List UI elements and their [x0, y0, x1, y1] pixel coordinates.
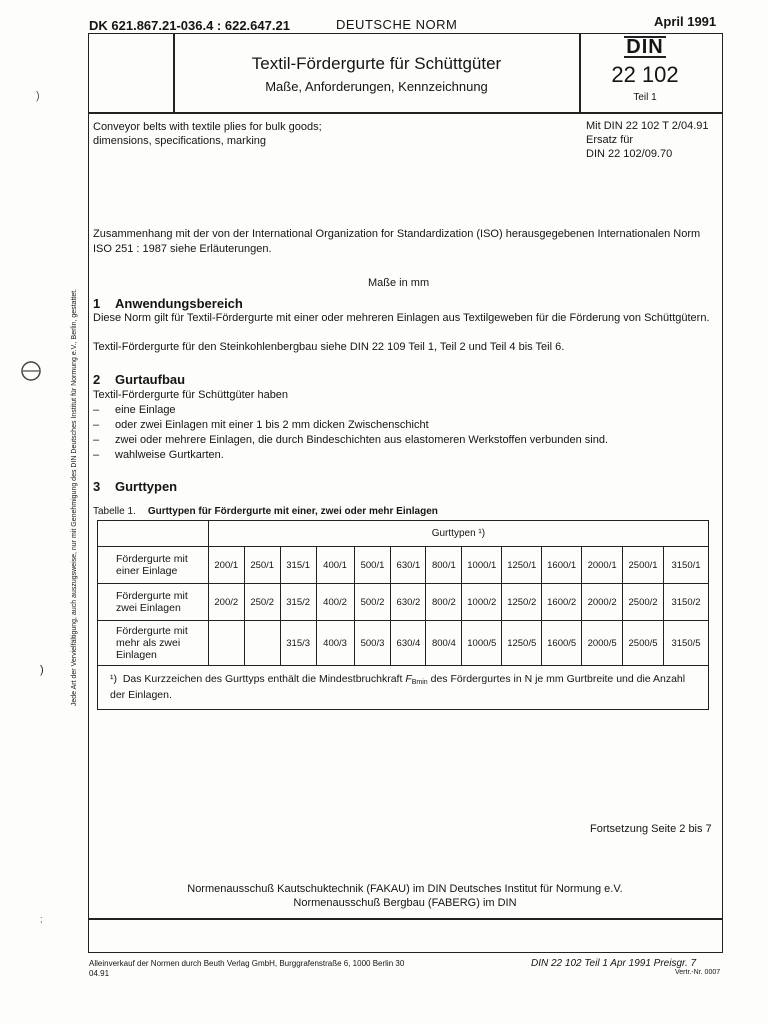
- document-reference: DIN 22 102 Teil 1 Apr 1991 Preisgr. 7: [531, 958, 697, 969]
- standard-number: 22 102: [611, 62, 679, 87]
- table-cell: 3150/5: [664, 621, 709, 666]
- section-heading-1: 1 Anwendungsbereich: [93, 296, 243, 311]
- table-group-header: Gurttypen ¹): [208, 521, 708, 547]
- section-heading-2: 2 Gurtaufbau: [93, 372, 186, 387]
- committee-line-1: Normenausschuß Kautschuktechnik (FAKAU) im DIN Deutsches Institut für Normung e.V.: [187, 883, 623, 895]
- table-cell: 200/2: [208, 584, 244, 621]
- scan-mark-icon: ): [36, 90, 40, 102]
- table-cell: 400/2: [316, 584, 354, 621]
- table-row: [98, 621, 709, 666]
- intro-paragraph: Zusammenhang mit der von der International Organization for Standardization (ISO) herausgegebenen Internationalen Norm ISO 251 : 1987 siehe Erläuterungen.: [93, 228, 701, 255]
- scan-mark-icon: ): [40, 664, 44, 676]
- copyright-side-note: Jede Art der Vervielfältigung, auch auszugsweise, nur mit Genehmigung des DIN Deutsches Institut für Normung e.V., Berlin, gestattet.: [71, 288, 78, 707]
- row-label: Fördergurte mit zwei Einlagen: [98, 584, 209, 621]
- section-1-paragraph-2: Textil-Fördergurte für den Steinkohlenbergbau siehe DIN 22 109 Teil 1, Teil 2 und Teil 4 bis Teil 6.: [93, 341, 565, 353]
- units-note: Maße in mm: [368, 277, 430, 289]
- row-label: Fördergurte mit mehr als zwei Einlagen: [98, 621, 209, 666]
- classification-number: DK 621.867.21-036.4 : 622.647.21: [89, 18, 290, 33]
- table-cell: 1000/5: [462, 621, 502, 666]
- table-cell: 3150/1: [664, 547, 709, 584]
- table-cell: 500/1: [354, 547, 391, 584]
- table-cell: 1000/2: [462, 584, 502, 621]
- table-cell: 3150/2: [664, 584, 709, 621]
- list-item: – oder zwei Einlagen mit einer 1 bis 2 mm dicken Zwischenschicht: [93, 418, 713, 433]
- table-row: [98, 547, 709, 584]
- table-cell: 200/1: [208, 547, 244, 584]
- issue-date: April 1991: [654, 14, 717, 29]
- table-cell: [244, 621, 280, 666]
- sales-number: Vertr.-Nr. 0007: [675, 969, 721, 976]
- table-cell: 2500/5: [623, 621, 664, 666]
- document-title: Textil-Fördergurte für Schüttgüter: [251, 54, 502, 73]
- table-cell: 1600/5: [542, 621, 582, 666]
- list-item: – zwei oder mehrere Einlagen, die durch Bindeschichten aus elastomeren Werkstoffen verbunden sind.: [93, 433, 713, 448]
- table-caption: Tabelle 1. Gurttypen für Fördergurte mit einer, zwei oder mehr Einlagen: [93, 506, 438, 517]
- belt-structure-list: [93, 403, 713, 463]
- list-item: – wahlweise Gurtkarten.: [93, 448, 713, 463]
- table-cell: 1600/1: [542, 547, 582, 584]
- table-cell: 630/4: [391, 621, 426, 666]
- table-cell: 400/1: [316, 547, 354, 584]
- table-cell: 315/3: [280, 621, 316, 666]
- punch-hole-icon: [20, 360, 42, 382]
- standard-part: Teil 1: [633, 92, 657, 103]
- row-label: Fördergurte mit einer Einlage: [98, 547, 209, 584]
- table-cell: 2500/2: [623, 584, 664, 621]
- table-cell: [208, 621, 244, 666]
- table-corner-cell: [98, 521, 209, 547]
- document-subtitle: Maße, Anforderungen, Kennzeichnung: [265, 79, 488, 94]
- document-type: DEUTSCHE NORM: [336, 17, 458, 32]
- scan-mark-icon: ;: [40, 914, 43, 924]
- din-logo: DIN: [624, 36, 666, 58]
- table-cell: 500/2: [354, 584, 391, 621]
- table-footnote-row: [98, 666, 709, 710]
- committee-line-2: Normenausschuß Bergbau (FABERG) im DIN: [293, 897, 517, 909]
- footer-rule: [88, 918, 723, 920]
- table-cell: 400/3: [316, 621, 354, 666]
- table-cell: 500/3: [354, 621, 391, 666]
- table-cell: 800/2: [426, 584, 462, 621]
- table-cell: 1000/1: [462, 547, 502, 584]
- title-divider-right: [579, 33, 581, 113]
- section-heading-3: 3 Gurttypen: [93, 479, 178, 494]
- table-cell: 2500/1: [623, 547, 664, 584]
- table-cell: 800/4: [426, 621, 462, 666]
- table-header-row: [98, 521, 709, 547]
- english-title: Conveyor belts with textile plies for bulk goods; dimensions, specifications, marking: [93, 121, 322, 147]
- table-row: [98, 584, 709, 621]
- table-cell: 1250/1: [502, 547, 542, 584]
- table-cell: 2000/5: [582, 621, 623, 666]
- table-cell: 1250/5: [502, 621, 542, 666]
- belt-types-table: [97, 520, 709, 710]
- table-cell: 630/2: [391, 584, 426, 621]
- table-cell: 2000/1: [582, 547, 623, 584]
- table-cell: 1250/2: [502, 584, 542, 621]
- table-cell: 250/2: [244, 584, 280, 621]
- table-cell: 315/2: [280, 584, 316, 621]
- continuation-note: Fortsetzung Seite 2 bis 7: [590, 823, 712, 835]
- list-item: – eine Einlage: [93, 403, 713, 418]
- table-footnote: ¹) Das Kurzzeichen des Gurttyps enthält die Mindestbruchkraft FBmin des Fördergurtes in N je mm Gurtbreite und die Anzahl der Einlagen.: [98, 666, 709, 710]
- section-1-paragraph-1: Diese Norm gilt für Textil-Fördergurte mit einer oder mehreren Einlagen aus Textilgeweben für die Förderung von Schüttgütern.: [93, 312, 710, 324]
- table-cell: 2000/2: [582, 584, 623, 621]
- table-cell: 630/1: [391, 547, 426, 584]
- table-cell: 800/1: [426, 547, 462, 584]
- title-bottom-rule: [88, 112, 723, 114]
- table-cell: 315/1: [280, 547, 316, 584]
- table-cell: 1600/2: [542, 584, 582, 621]
- page-frame: [88, 33, 723, 953]
- section-2-paragraph: Textil-Fördergurte für Schüttgüter haben: [93, 389, 289, 401]
- replacement-note: Mit DIN 22 102 T 2/04.91 Ersatz für DIN 22 102/09.70: [586, 120, 709, 160]
- table-cell: 250/1: [244, 547, 280, 584]
- publisher-note: Alleinverkauf der Normen durch Beuth Verlag GmbH, Burggrafenstraße 6, 1000 Berlin 30 04.91: [89, 959, 405, 978]
